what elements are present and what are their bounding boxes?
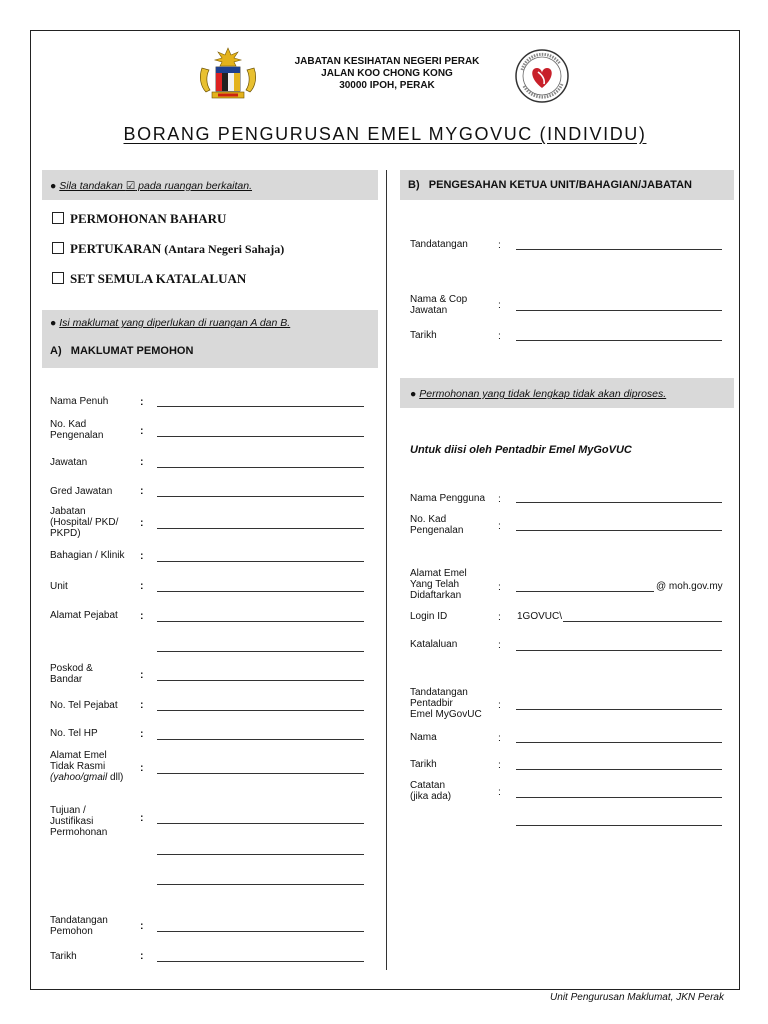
malaysia-crest-icon [196,46,260,102]
field-unit[interactable] [157,591,364,592]
label-alamat-pejabat: Alamat Pejabat [50,610,118,621]
label-tujuan: Tujuan / Justifikasi Permohonan [50,805,108,838]
field-tujuan-3[interactable] [157,884,364,885]
field-jabatan[interactable] [157,528,364,529]
login-id-prefix: 1GOVUC\ [517,611,563,622]
label-b-nama-cop: Nama & Cop Jawatan [410,294,468,316]
label-b-tandatangan: Tandatangan [410,239,468,250]
field-nama-pengguna[interactable] [516,502,722,503]
admin-heading: Untuk diisi oleh Pentadbir Emel MyGoVUC [410,444,632,456]
label-no-kad: No. Kad Pengenalan [50,419,104,441]
field-login-id[interactable] [563,621,722,622]
field-jawatan[interactable] [157,467,364,468]
label-tt-pentadbir: Tandatangan Pentadbir Emel MyGovUC [410,687,482,720]
field-no-kad[interactable] [157,436,364,437]
label-admin-no-kad: No. Kad Pengenalan [410,514,464,536]
label-emel-tidak-rasmi: Alamat Emel Tidak Rasmi (yahoo/gmail dll) [50,750,124,783]
label-alamat-emel: Alamat Emel Yang Telah Didaftarkan [410,568,467,601]
label-poskod: Poskod & Bandar [50,663,93,685]
field-katalaluan[interactable] [516,650,722,651]
field-tujuan-2[interactable] [157,854,364,855]
incomplete-warning: ● Permohonan yang tidak lengkap tidak akan diproses. [410,388,667,400]
field-admin-no-kad[interactable] [516,530,722,531]
section-a-heading: A) MAKLUMAT PEMOHON [50,345,194,357]
field-alamat-pejabat[interactable] [157,621,364,622]
footer-note: Unit Pengurusan Maklumat, JKN Perak [550,992,724,1003]
field-tel-pejabat[interactable] [157,710,364,711]
label-login-id: Login ID [410,611,448,622]
label-gred-jawatan: Gred Jawatan [50,486,113,497]
header-line-2: JALAN KOO CHONG KONG [321,68,453,79]
label-catatan: Catatan (jika ada) [410,780,452,802]
option-permohonan-baharu[interactable]: PERMOHONAN BAHARU [52,211,226,227]
instruction-note: ● Sila tandakan ☑ pada ruangan berkaitan. [50,180,253,192]
field-admin-tarikh[interactable] [516,769,722,770]
label-admin-nama: Nama [410,732,437,743]
header-line-1: JABATAN KESIHATAN NEGERI PERAK [294,56,480,67]
field-alamat-emel[interactable] [516,591,654,592]
label-jawatan: Jawatan [50,457,88,468]
label-tel-pejabat: No. Tel Pejabat [50,700,118,711]
header-address [262,56,512,92]
checkbox[interactable] [52,272,64,284]
bullet-icon: ● [50,180,60,192]
option-pertukaran[interactable]: PERTUKARAN (Antara Negeri Sahaja) [52,241,284,257]
field-tt-pentadbir[interactable] [516,709,722,710]
field-bahagian[interactable] [157,561,364,562]
field-gred-jawatan[interactable] [157,496,364,497]
field-tarikh-pemohon[interactable] [157,961,364,962]
label-unit: Unit [50,581,68,592]
jkn-perak-logo-icon [514,48,570,104]
label-bahagian: Bahagian / Klinik [50,550,125,561]
form-title: BORANG PENGURUSAN EMEL MYGOVUC (INDIVIDU) [123,124,647,144]
column-divider [386,170,387,970]
field-admin-nama[interactable] [516,742,722,743]
field-b-tarikh[interactable] [516,340,722,341]
section-b-heading: B) PENGESAHAN KETUA UNIT/BAHAGIAN/JABATAN [408,179,692,191]
header-line-3: 30000 IPOH, PERAK [339,80,435,91]
label-tarikh-pemohon: Tarikh [50,951,77,962]
label-jabatan: Jabatan (Hospital/ PKD/ PKPD) [50,506,119,539]
checkbox-glyph: ☑ [125,180,136,192]
fill-instruction: ● Isi maklumat yang diperlukan di ruangan A dan B. [50,317,291,329]
checkbox[interactable] [52,242,64,254]
label-admin-tarikh: Tarikh [410,759,437,770]
label-nama-pengguna: Nama Pengguna [410,493,486,504]
label-tandatangan-pemohon: Tandatangan Pemohon [50,915,108,937]
field-catatan-2[interactable] [516,825,722,826]
checkbox[interactable] [52,212,64,224]
field-b-nama-cop[interactable] [516,310,722,311]
field-nama-penuh[interactable] [157,406,364,407]
label-b-tarikh: Tarikh [410,330,437,341]
field-poskod[interactable] [157,680,364,681]
field-catatan[interactable] [516,797,722,798]
label-katalaluan: Katalaluan [410,639,458,650]
field-tandatangan-pemohon[interactable] [157,931,364,932]
field-emel-tidak-rasmi[interactable] [157,773,364,774]
emel-domain-suffix: @ moh.gov.my [656,581,723,592]
field-tel-hp[interactable] [157,739,364,740]
field-b-tandatangan[interactable] [516,249,722,250]
field-alamat-pejabat-2[interactable] [157,651,364,652]
label-nama-penuh: Nama Penuh [50,396,109,407]
option-set-semula[interactable]: SET SEMULA KATALALUAN [52,271,246,287]
label-tel-hp: No. Tel HP [50,728,98,739]
field-tujuan[interactable] [157,823,364,824]
